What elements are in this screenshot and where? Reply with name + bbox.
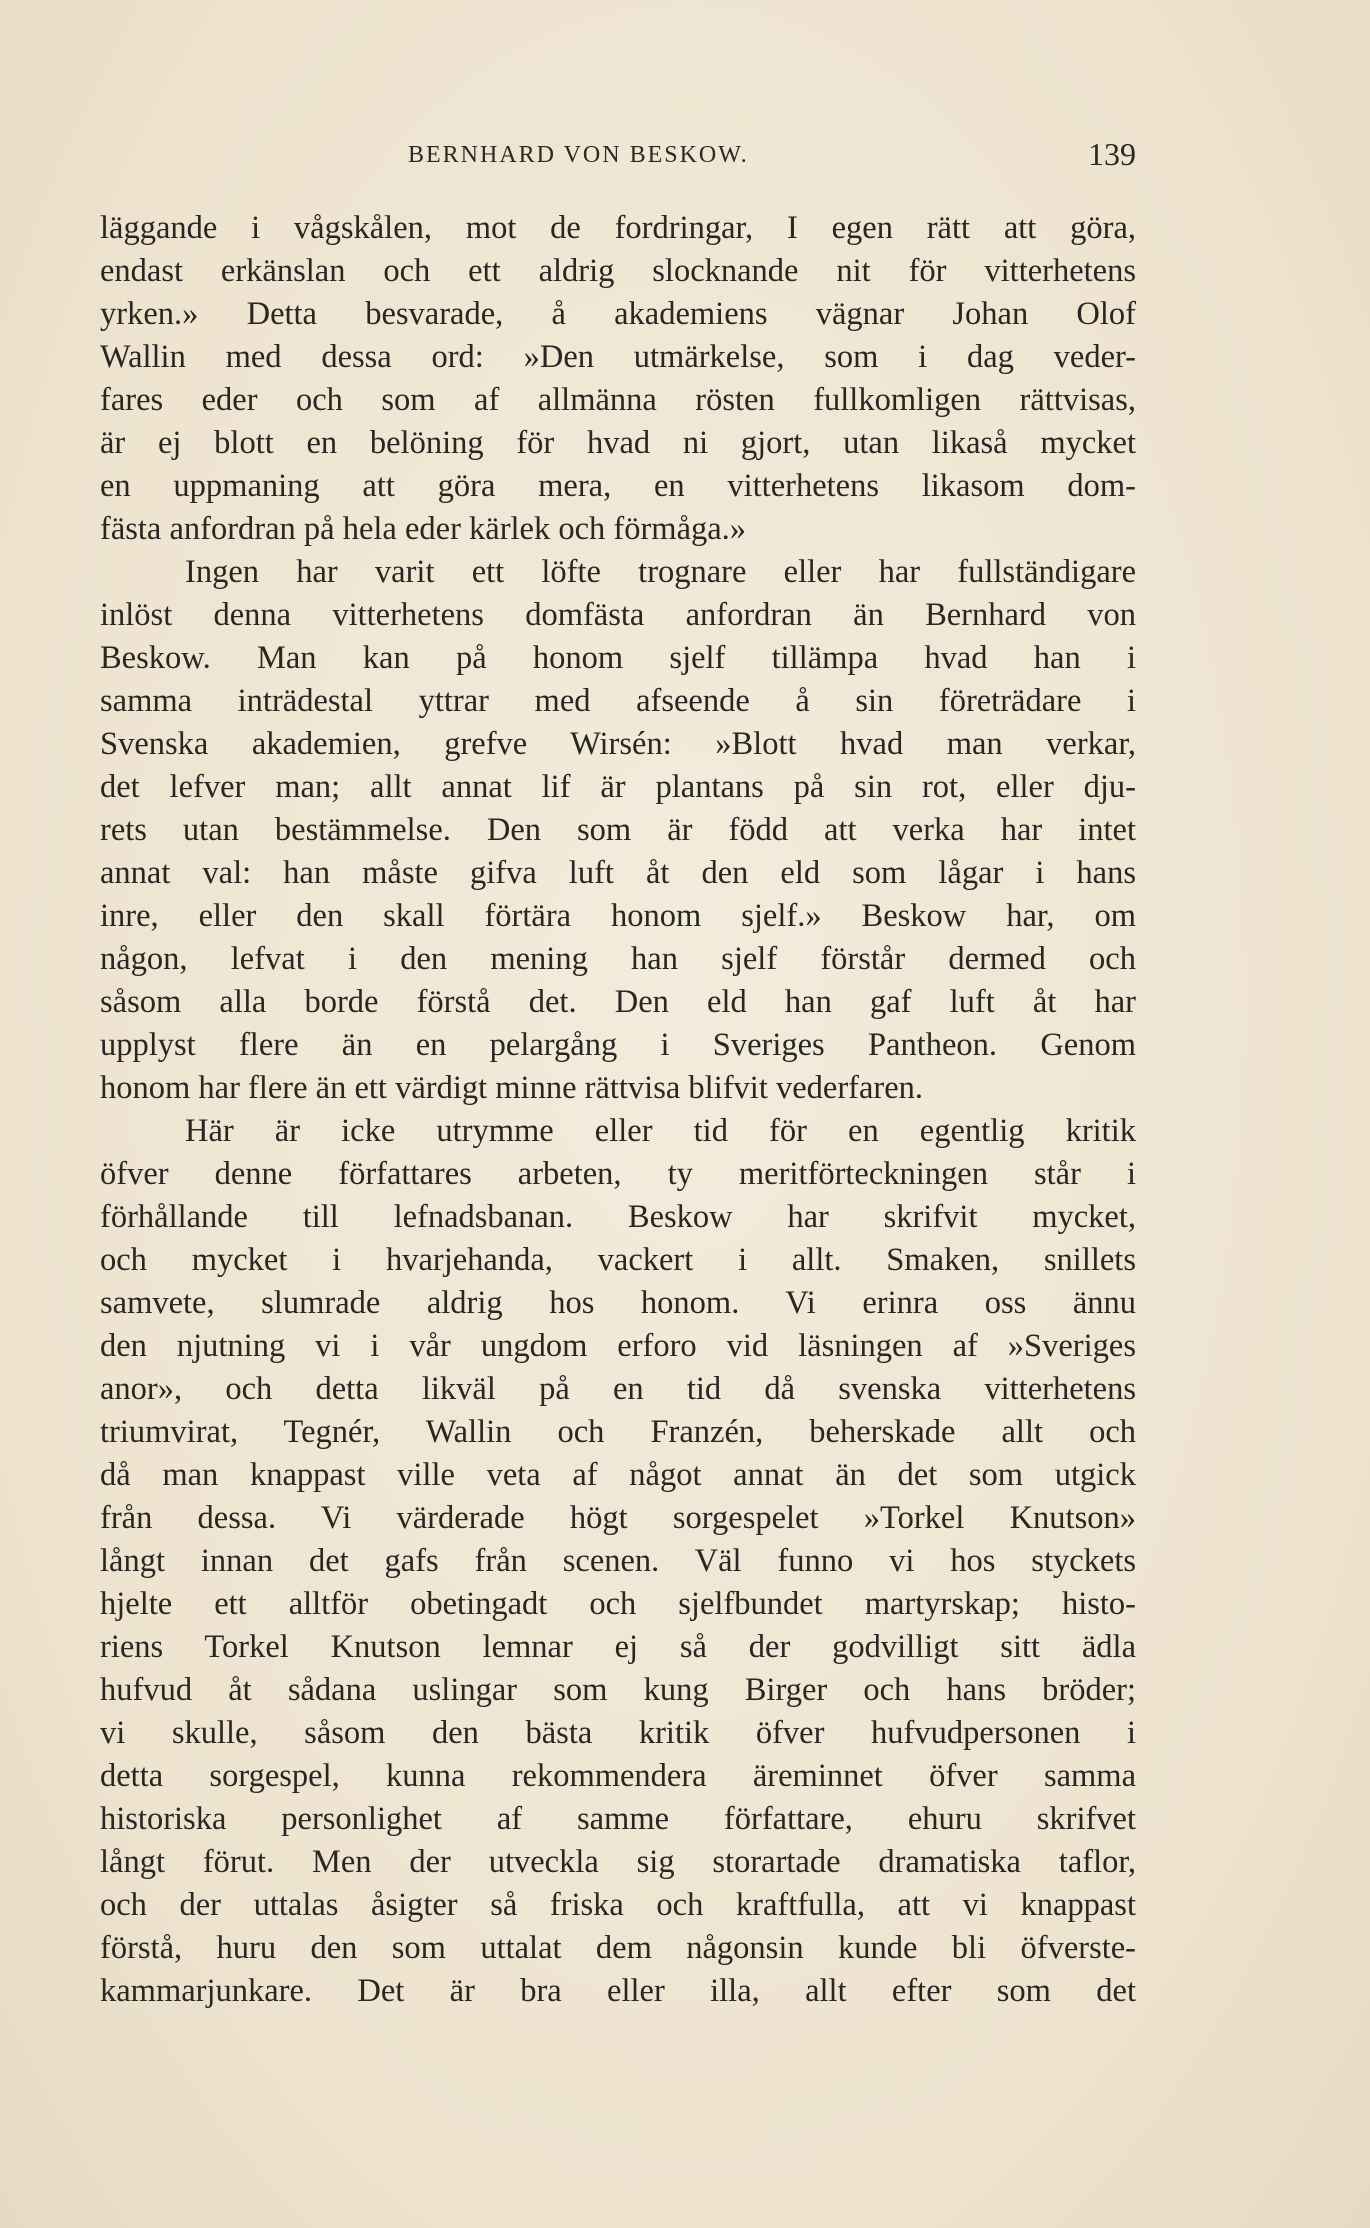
text-line: yrken.» Detta besvarade, å akademiens vägnar Johan Olof xyxy=(100,296,1136,332)
text-line: endast erkänslan och ett aldrig slocknande nit för vitterhetens xyxy=(100,253,1136,289)
text-line: inlöst denna vitterhetens domfästa anfordran än Bernhard von xyxy=(100,597,1136,633)
page-number: 139 xyxy=(1088,136,1136,172)
text-line: Svenska akademien, grefve Wirsén: »Blott hvad man verkar, xyxy=(100,726,1136,762)
text-line: då man knappast ville veta af något annat än det som utgick xyxy=(100,1457,1136,1493)
body-text xyxy=(100,207,1136,2013)
text-line: vi skulle, såsom den bästa kritik öfver hufvudpersonen i xyxy=(100,1715,1136,1751)
text-line: såsom alla borde förstå det. Den eld han gaf luft åt har xyxy=(100,984,1136,1020)
page-header xyxy=(100,136,1136,182)
text-line: förhållande till lefnadsbanan. Beskow har skrifvit mycket, xyxy=(100,1199,1136,1235)
text-line: och der uttalas åsigter så friska och kraftfulla, att vi knappast xyxy=(100,1887,1136,1923)
text-line: inre, eller den skall förtära honom sjelf.» Beskow har, om xyxy=(100,898,1136,934)
text-line: samvete, slumrade aldrig hos honom. Vi erinra oss ännu xyxy=(100,1285,1136,1321)
text-line: fästa anfordran på hela eder kärlek och förmåga.» xyxy=(100,511,747,547)
text-line: hjelte ett alltför obetingadt och sjelfbundet martyrskap; histo- xyxy=(100,1586,1136,1622)
text-line: långt innan det gafs från scenen. Väl funno vi hos styckets xyxy=(100,1543,1136,1579)
text-line: Beskow. Man kan på honom sjelf tillämpa hvad han i xyxy=(100,640,1136,676)
text-line: öfver denne författares arbeten, ty meritförteckningen står i xyxy=(100,1156,1136,1192)
text-line: Här är icke utrymme eller tid för en egentlig kritik xyxy=(185,1113,1136,1149)
text-line: Wallin med dessa ord: »Den utmärkelse, som i dag veder- xyxy=(100,339,1136,375)
text-line: från dessa. Vi värderade högt sorgespelet »Torkel Knutson» xyxy=(100,1500,1136,1536)
text-line: Ingen har varit ett löfte trognare eller har fullständigare xyxy=(185,554,1136,590)
text-line: samma inträdestal yttrar med afseende å sin företrädare i xyxy=(100,683,1136,719)
text-line: triumvirat, Tegnér, Wallin och Franzén, beherskade allt och xyxy=(100,1414,1136,1450)
running-head: BERNHARD VON BESKOW. xyxy=(408,142,749,168)
text-line: långt förut. Men der utveckla sig storartade dramatiska taflor, xyxy=(100,1844,1136,1880)
text-line: förstå, huru den som uttalat dem någonsin kunde bli öfverste- xyxy=(100,1930,1136,1966)
text-line: och mycket i hvarjehanda, vackert i allt. Smaken, snillets xyxy=(100,1242,1136,1278)
text-line: riens Torkel Knutson lemnar ej så der godvilligt sitt ädla xyxy=(100,1629,1136,1665)
text-line: någon, lefvat i den mening han sjelf förstår dermed och xyxy=(100,941,1136,977)
text-line: en uppmaning att göra mera, en vitterhetens likasom dom- xyxy=(100,468,1136,504)
text-line: upplyst flere än en pelargång i Sveriges Pantheon. Genom xyxy=(100,1027,1136,1063)
text-line: kammarjunkare. Det är bra eller illa, allt efter som det xyxy=(100,1973,1136,2009)
text-line: fares eder och som af allmänna rösten fullkomligen rättvisas, xyxy=(100,382,1136,418)
text-line: hufvud åt sådana uslingar som kung Birger och hans bröder; xyxy=(100,1672,1136,1708)
text-line: anor», och detta likväl på en tid då svenska vitterhetens xyxy=(100,1371,1136,1407)
text-line: detta sorgespel, kunna rekommendera äreminnet öfver samma xyxy=(100,1758,1136,1794)
text-line: historiska personlighet af samme författare, ehuru skrifvet xyxy=(100,1801,1136,1837)
text-line: är ej blott en belöning för hvad ni gjort, utan likaså mycket xyxy=(100,425,1136,461)
text-line: det lefver man; allt annat lif är plantans på sin rot, eller dju- xyxy=(100,769,1136,805)
text-line: rets utan bestämmelse. Den som är född att verka har intet xyxy=(100,812,1136,848)
text-line: den njutning vi i vår ungdom erforo vid läsningen af »Sveriges xyxy=(100,1328,1136,1364)
text-line: läggande i vågskålen, mot de fordringar, I egen rätt att göra, xyxy=(100,210,1136,246)
text-line: honom har flere än ett värdigt minne rättvisa blifvit vederfaren. xyxy=(100,1070,924,1106)
text-line: annat val: han måste gifva luft åt den eld som lågar i hans xyxy=(100,855,1136,891)
